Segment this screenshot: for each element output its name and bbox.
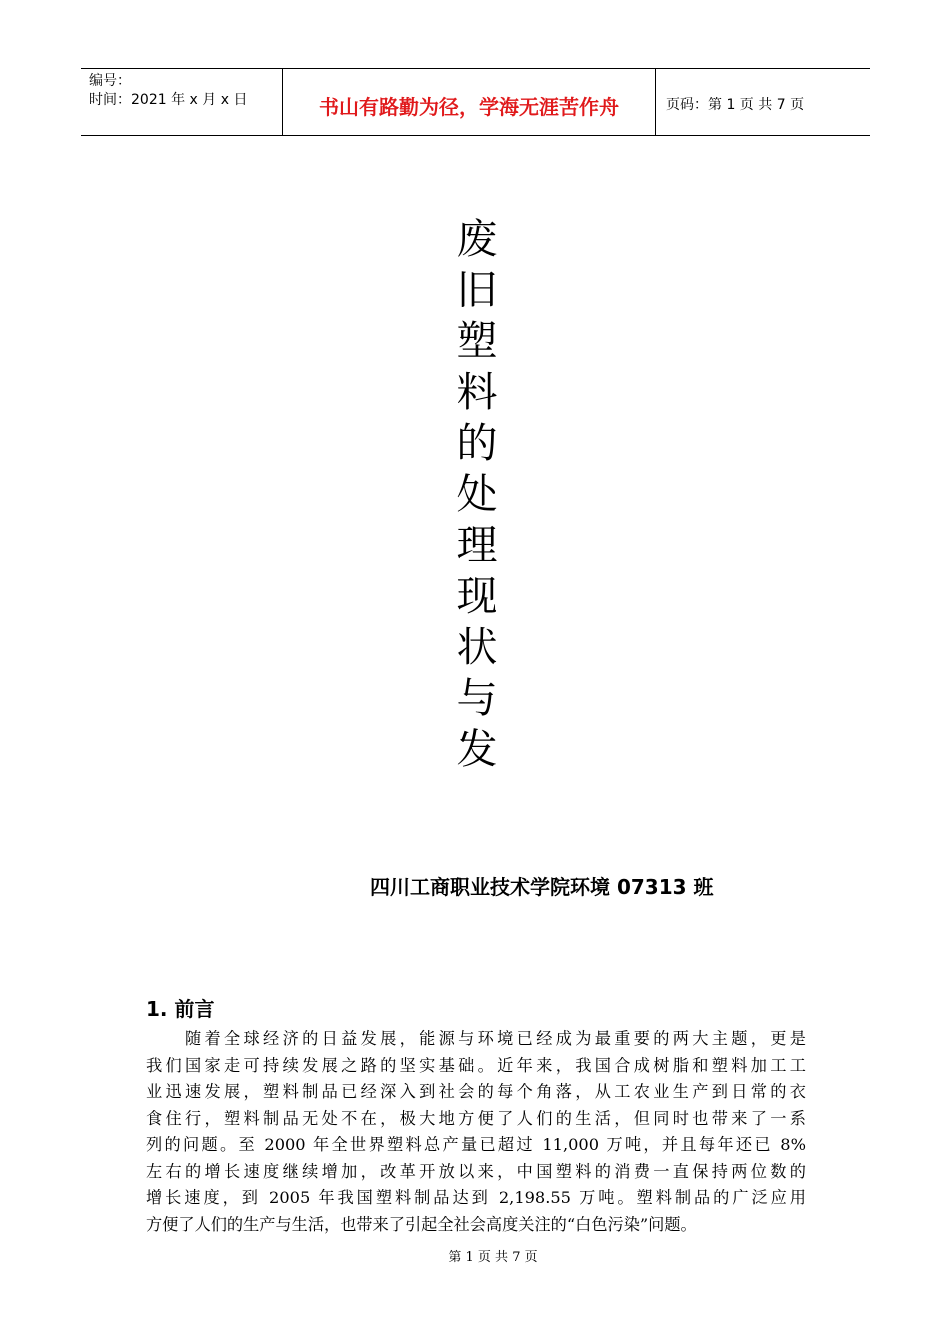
title-char: 塑 [456, 317, 498, 365]
paragraph-line: 食住行，塑料制品无处不在，极大地方便了人们的生活，但同时也带来了一系 [146, 1108, 806, 1128]
motto-cell [282, 69, 656, 135]
title-char: 与 [456, 674, 498, 722]
paragraph-line: 列的问题。至 2000 年全世界塑料总产量已超过 11,000 万吨，并且每年还已 8% [146, 1135, 806, 1154]
paragraph-line: 随着全球经济的日益发展，能源与环境已经成为最重要的两大主题，更是 [146, 1029, 806, 1048]
date-label: 时间：2021 年 x 月 x 日 [89, 92, 248, 108]
document-title [452, 214, 502, 775]
title-char: 现 [456, 572, 498, 620]
title-char: 的 [456, 419, 498, 467]
page-label: 页码：第 1 页 共 7 页 [666, 97, 805, 113]
number-label: 编号： [89, 73, 131, 89]
title-char: 状 [456, 623, 498, 671]
title-char: 理 [456, 521, 498, 569]
page-footer: 第 1 页 共 7 页 [448, 1250, 538, 1265]
title-char: 废 [456, 215, 498, 263]
paragraph-line: 左右的增长速度继续增加，改革开放以来，中国塑料的消费一直保持两位数的 [146, 1161, 806, 1181]
body-paragraph [146, 1026, 806, 1238]
title-char: 处 [456, 470, 498, 518]
paragraph-line: 增长速度，到 2005 年我国塑料制品达到 2,198.55 万吨。塑料制品的广泛应用 [146, 1188, 806, 1207]
header-table [81, 68, 870, 136]
affiliation: 四川工商职业技术学院环境 07313 班 [370, 875, 714, 899]
paragraph-line: 我们国家走可持续发展之路的坚实基础。近年来，我国合成树脂和塑料加工工 [146, 1055, 806, 1075]
header-meta-cell [81, 69, 282, 135]
section-heading: 1. 前言 [146, 997, 215, 1021]
title-char: 发 [456, 725, 498, 773]
title-char: 旧 [456, 266, 498, 314]
paragraph-line: 业迅速发展，塑料制品已经深入到社会的每个角落，从工农业生产到日常的衣 [146, 1082, 806, 1101]
page-number-cell [656, 69, 870, 135]
title-char: 料 [456, 368, 498, 416]
motto-text: 书山有路勤为径，学海无涯苦作舟 [319, 94, 619, 119]
paragraph-line: 方便了人们的生产与生活，也带来了引起全社会高度关注的“白色污染”问题。 [146, 1214, 697, 1234]
